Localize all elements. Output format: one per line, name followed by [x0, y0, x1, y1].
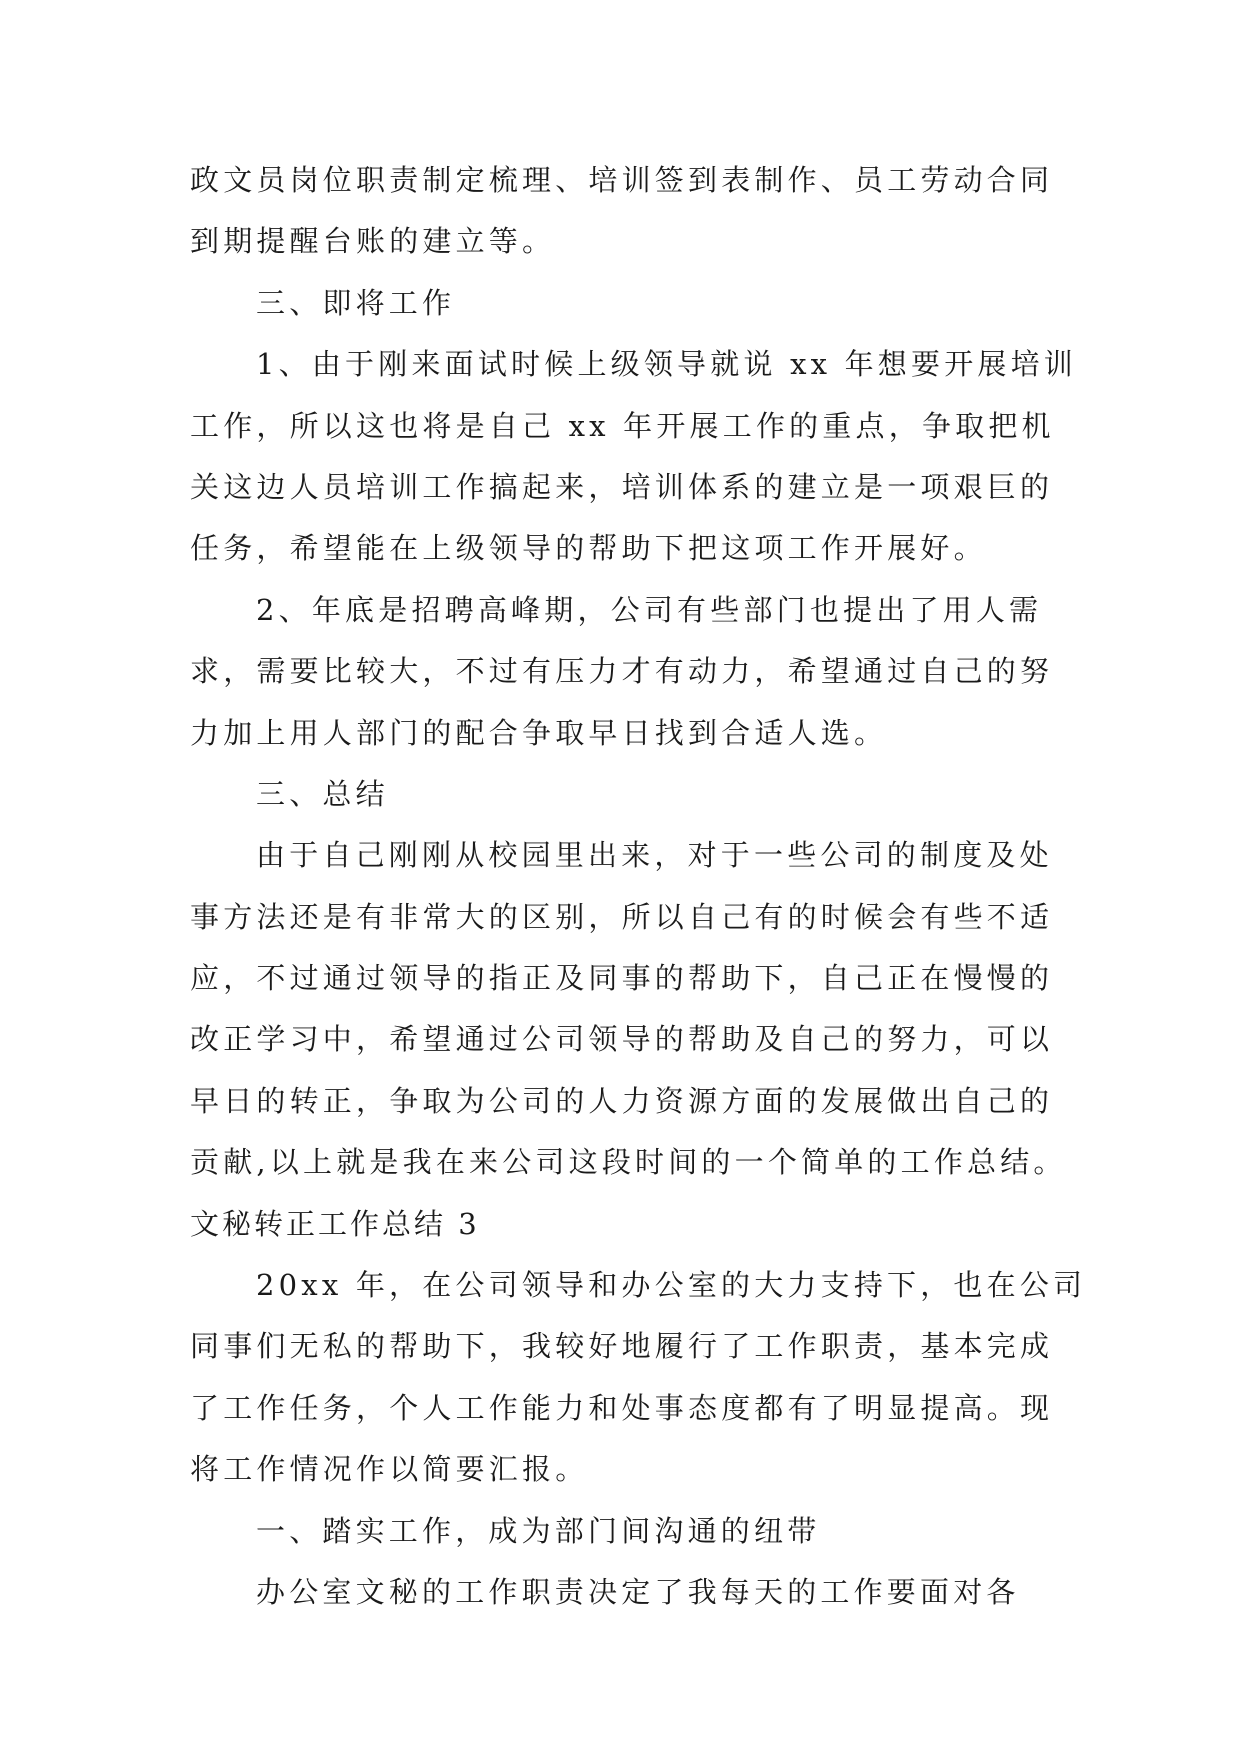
document-page: [190, 150, 1087, 1623]
text-line: 将工作情况作以简要汇报。: [190, 1452, 589, 1487]
text-line: 办公室文秘的工作职责决定了我每天的工作要面对各: [256, 1574, 1020, 1609]
text-line: 2、年底是招聘高峰期，公司有些部门也提出了用人需: [256, 592, 1043, 627]
text-line: 任务，希望能在上级领导的帮助下把这项工作开展好。: [190, 531, 987, 566]
text-line: 到期提醒台账的建立等。: [190, 224, 556, 259]
text-line: 政文员岗位职责制定梳理、培训签到表制作、员工劳动合同: [190, 163, 1054, 197]
text-line: 由于自己刚刚从校园里出来，对于一些公司的制度及处: [256, 838, 1053, 873]
text-line: 力加上用人部门的配合争取早日找到合适人选。: [190, 715, 888, 750]
text-line: 事方法还是有非常大的区别，所以自己有的时候会有些不适: [190, 899, 1054, 934]
text-line: 早日的转正，争取为公司的人力资源方面的发展做出自己的: [190, 1083, 1054, 1118]
text-line: 改正学习中，希望通过公司领导的帮助及自己的努力，可以: [190, 1022, 1054, 1057]
section-heading: 三、总结: [256, 776, 389, 811]
text-line: 20xx 年，在公司领导和办公室的大力支持下，也在公司: [256, 1268, 1087, 1303]
text-line: 了工作任务，个人工作能力和处事态度都有了明显提高。现: [190, 1390, 1054, 1425]
text-line: 求，需要比较大，不过有压力才有动力，希望通过自己的努: [190, 654, 1054, 689]
text-line: 1、由于刚来面试时候上级领导就说 xx 年想要开展培训: [256, 347, 1077, 382]
text-line: 工作，所以这也将是自己 xx 年开展工作的重点，争取把机: [190, 408, 1055, 443]
text-line: 关这边人员培训工作搞起来，培训体系的建立是一项艰巨的: [190, 469, 1054, 504]
section-heading: 一、踏实工作，成为部门间沟通的纽带: [256, 1513, 821, 1548]
text-line: 同事们无私的帮助下，我较好地履行了工作职责，基本完成: [190, 1329, 1054, 1364]
text-line: 贡献,以上就是我在来公司这段时间的一个简单的工作总结。: [190, 1145, 1067, 1180]
section-heading: 三、即将工作: [256, 285, 456, 320]
document-title: 文秘转正工作总结 3: [190, 1206, 480, 1241]
text-line: 应，不过通过领导的指正及同事的帮助下，自己正在慢慢的: [190, 961, 1054, 996]
